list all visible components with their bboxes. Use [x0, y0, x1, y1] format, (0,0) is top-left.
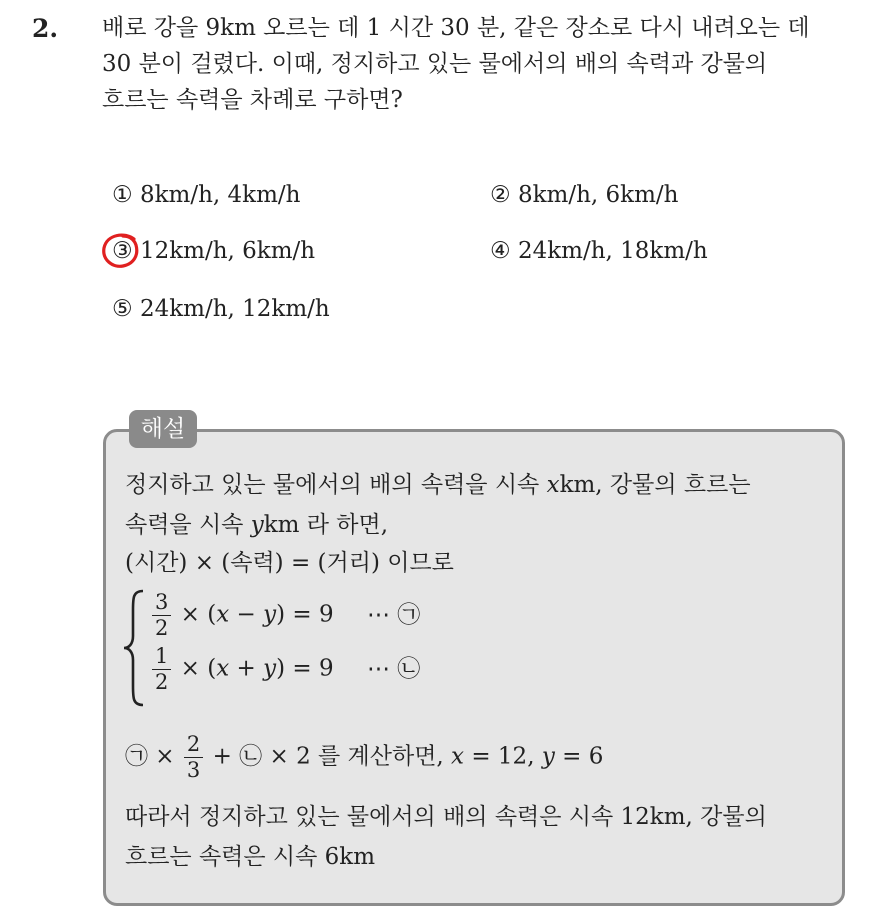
equation-2: $\frac{1}{2}$ × (x + y) = 9 ⋯ ㉡	[150, 646, 420, 693]
solution-line-1: 정지하고 있는 물에서의 배의 속력을 시속 xkm, 강물의 흐르는	[125, 472, 751, 498]
choice-4-text: 24km/h, 18km/h	[517, 238, 708, 264]
system-brace	[121, 588, 149, 708]
question-line-3: 흐르는 속력을 차례로 구하면?	[102, 87, 403, 113]
choice-3-text: 12km/h, 6km/h	[139, 238, 316, 264]
choice-5-text: 24km/h, 12km/h	[139, 296, 330, 322]
solution-tab-label: 해설	[129, 410, 197, 448]
equation-1: $\frac{3}{2}$ × (x − y) = 9 ⋯ ㉠	[150, 592, 420, 639]
question-text	[102, 10, 862, 118]
eq1-fraction: $\frac{3}{2}$	[152, 592, 171, 639]
calc-fraction: $\frac{2}{3}$	[184, 734, 203, 781]
choice-2-text: 8km/h, 6km/h	[517, 182, 679, 208]
solution-calc-line: ㉠ × $\frac{2}{3}$ + ㉡ × 2 를 계산하면, x = 12, y = 6	[125, 732, 604, 782]
solution-line-3: (시간) × (속력) = (거리) 이므로	[125, 550, 454, 576]
choice-2[interactable]	[490, 182, 678, 208]
choice-3[interactable]	[112, 238, 315, 264]
question-line-2: 30 분이 걸렸다. 이때, 정지하고 있는 물에서의 배의 속력과 강물의	[102, 51, 768, 77]
choice-1-text: 8km/h, 4km/h	[139, 182, 301, 208]
question-number: 2.	[32, 14, 59, 43]
choice-5-marker: ⑤	[112, 296, 133, 322]
question-line-1: 배로 강을 9km 오르는 데 1 시간 30 분, 같은 장소로 다시 내려오는 데	[102, 15, 810, 41]
solution-line-2: 속력을 시속 ykm 라 하면,	[125, 512, 389, 538]
choice-3-marker: ③	[112, 238, 133, 264]
choice-2-marker: ②	[490, 182, 511, 208]
choice-1[interactable]	[112, 182, 300, 208]
eq2-fraction: $\frac{1}{2}$	[152, 646, 171, 693]
choice-1-marker: ①	[112, 182, 133, 208]
solution-line-5: 따라서 정지하고 있는 물에서의 배의 속력은 시속 12km, 강물의	[125, 804, 767, 830]
choice-4-marker: ④	[490, 238, 511, 264]
choice-5[interactable]	[112, 296, 330, 322]
solution-line-6: 흐르는 속력은 시속 6km	[125, 844, 376, 870]
choice-4[interactable]	[490, 238, 708, 264]
